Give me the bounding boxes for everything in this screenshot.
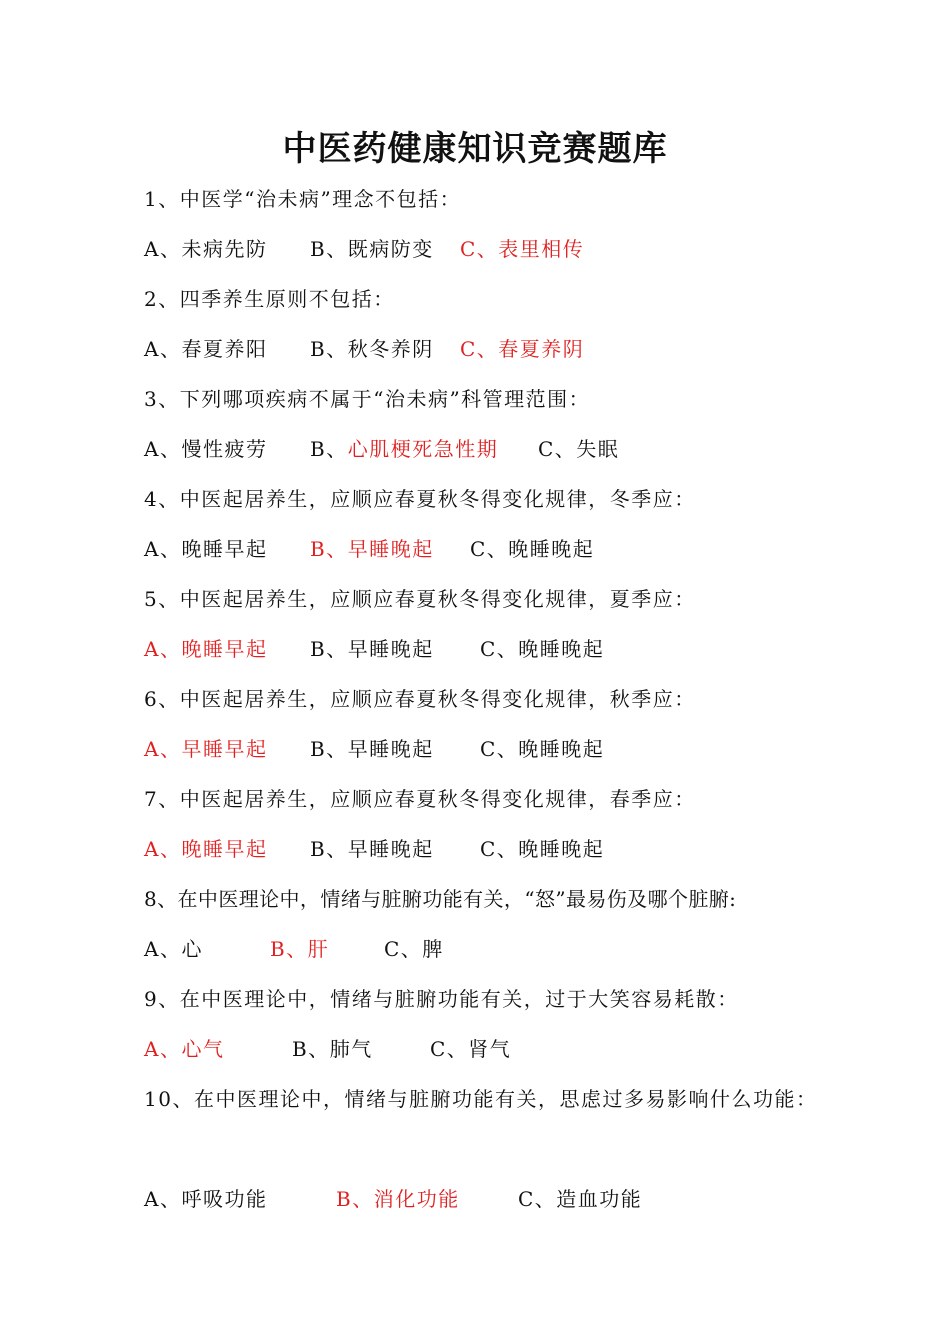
options-row bbox=[144, 1024, 834, 1074]
option-b-correct: B、早睡晚起 bbox=[310, 537, 434, 561]
option-a-correct: A、心气 bbox=[144, 1037, 225, 1061]
options-row bbox=[144, 424, 834, 474]
option-c: C、晚睡晚起 bbox=[480, 837, 605, 861]
option-c: C、晚睡晚起 bbox=[480, 737, 605, 761]
option-b-prefix: B、 bbox=[310, 437, 348, 461]
option-a: A、晚睡早起 bbox=[144, 537, 268, 561]
option-b: B、肺气 bbox=[292, 1037, 373, 1061]
option-a: A、春夏养阳 bbox=[144, 337, 268, 361]
option-a-correct: A、晚睡早起 bbox=[144, 637, 268, 661]
option-a: A、呼吸功能 bbox=[144, 1187, 268, 1211]
option-c-correct: C、表里相传 bbox=[460, 237, 585, 261]
options-row bbox=[144, 524, 834, 574]
option-a: A、慢性疲劳 bbox=[144, 437, 268, 461]
option-c: C、造血功能 bbox=[518, 1187, 643, 1211]
option-b: B、秋冬养阴 bbox=[310, 337, 434, 361]
option-c: C、失眠 bbox=[538, 437, 620, 461]
option-a: A、心 bbox=[144, 937, 203, 961]
options-row bbox=[144, 324, 834, 374]
options-row bbox=[144, 1174, 834, 1224]
question-text: 6、中医起居养生，应顺应春夏秋冬得变化规律，秋季应： bbox=[144, 687, 696, 711]
question-text: 7、中医起居养生，应顺应春夏秋冬得变化规律，春季应： bbox=[144, 787, 696, 811]
option-b: B、既病防变 bbox=[310, 237, 434, 261]
question-text: 2、四季养生原则不包括： bbox=[144, 287, 395, 311]
document-title: 中医药健康知识竞赛题库 bbox=[282, 129, 668, 169]
options-row bbox=[144, 924, 834, 974]
options-row bbox=[144, 824, 834, 874]
question-text: 9、在中医理论中，情绪与脏腑功能有关，过于大笑容易耗散： bbox=[144, 987, 739, 1011]
question-text: 10、在中医理论中，情绪与脏腑功能有关，思虑过多易影响什么功能： bbox=[144, 1087, 818, 1111]
option-a-correct: A、早睡早起 bbox=[144, 737, 268, 761]
option-c: C、肾气 bbox=[430, 1037, 512, 1061]
question-text: 5、中医起居养生，应顺应春夏秋冬得变化规律，夏季应： bbox=[144, 587, 696, 611]
option-b: B、早睡晚起 bbox=[310, 737, 434, 761]
option-b: B、早睡晚起 bbox=[310, 837, 434, 861]
option-b bbox=[310, 424, 538, 474]
question-list bbox=[144, 174, 834, 1224]
option-b-correct-text: 心肌梗死急性期 bbox=[347, 437, 499, 461]
options-row bbox=[144, 224, 834, 274]
question-text: 3、下列哪项疾病不属于“治未病”科管理范围： bbox=[144, 387, 591, 411]
option-c: C、晚睡晚起 bbox=[470, 537, 595, 561]
option-a-correct: A、晚睡早起 bbox=[144, 837, 268, 861]
question-text: 8、在中医理论中，情绪与脏腑功能有关，“怒”最易伤及哪个脏腑: bbox=[144, 887, 737, 911]
option-b-correct: B、消化功能 bbox=[336, 1187, 460, 1211]
option-a: A、未病先防 bbox=[144, 237, 268, 261]
options-row bbox=[144, 724, 834, 774]
options-row bbox=[144, 624, 834, 674]
option-c: C、晚睡晚起 bbox=[480, 637, 605, 661]
option-c-correct: C、春夏养阴 bbox=[460, 337, 585, 361]
question-text: 4、中医起居养生，应顺应春夏秋冬得变化规律，冬季应： bbox=[144, 487, 696, 511]
option-b: B、早睡晚起 bbox=[310, 637, 434, 661]
option-b-correct: B、肝 bbox=[270, 937, 330, 961]
option-c: C、脾 bbox=[384, 937, 444, 961]
question-text: 1、中医学“治未病”理念不包括： bbox=[144, 187, 462, 211]
